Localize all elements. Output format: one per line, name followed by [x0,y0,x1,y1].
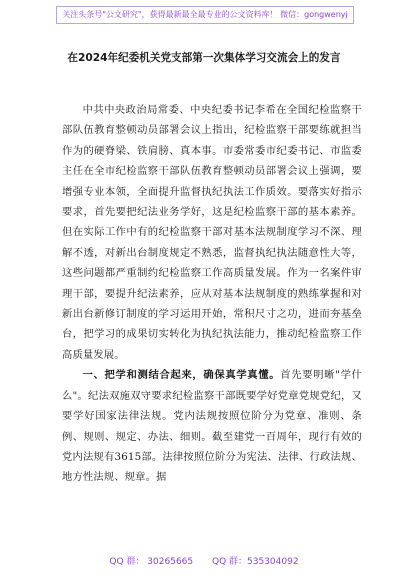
paragraph-2 [62,365,362,487]
section-text: 首先要明晰"学什么"。纪法双施双守要求纪检监察干部既要学好党章党规党纪，又要学好国家法律法规。党内法规按照位阶分为党章、准则、条例、规则、规定、办法、细则。截至建党一百周年，现行有效的党内法规有3615部。法律按照位阶分为宪法、法律、行政法规、地方性法规、规章。据 [62,369,363,484]
header-banner: 关注头条号"公文研究"，获得最新最全最专业的公文资料库！ 微信：gongwenyj [56,6,354,24]
document-title: 在2024年纪委机关党支部第一次集体学习交流会上的发言 [67,52,341,64]
paragraph-1: 中共中央政治局常委、中央纪委书记李希在全国纪检监察干部队伍教育整顿动员部署会议上指出，纪检监察干部要练就担当作为的硬脊梁、铁肩膀、真本事。市委常委市纪委书记、市监委主任在全市纪检监察干部队伍教育整顿动员部署会议上强调，要增强专业本领，全面提升监督执纪执法工作质效。要落实好指示要求，首先要把纪法业务学好，这是纪检监察干部的基本素养。但在实际工作中有的纪检监察干部对基本法规制度学习不深、理解不透，对新出台制度规定不熟悉，监督执纪执法随意性大等，这些问题都严重制约纪检监察工作高质量发展。作为一名案件审理干部，要提升纪法素养，应从对基本法规制度的熟练掌握和对新出台新修订制度的学习运用开始，常积尺寸之功，进而夯基垒台，把学习的成果切实转化为执纪执法能力，推动纪检监察工作高质量发展。 [62,104,362,361]
document-body [62,100,362,488]
footer-qq-group-2: QQ 群：535304092 [212,557,299,567]
footer-qq-group-1: QQ 群： 30265665 [109,557,194,567]
footer-contact [0,554,408,567]
section-heading: 一、把学和测结合起来，确保真学真懂。 [82,369,281,382]
